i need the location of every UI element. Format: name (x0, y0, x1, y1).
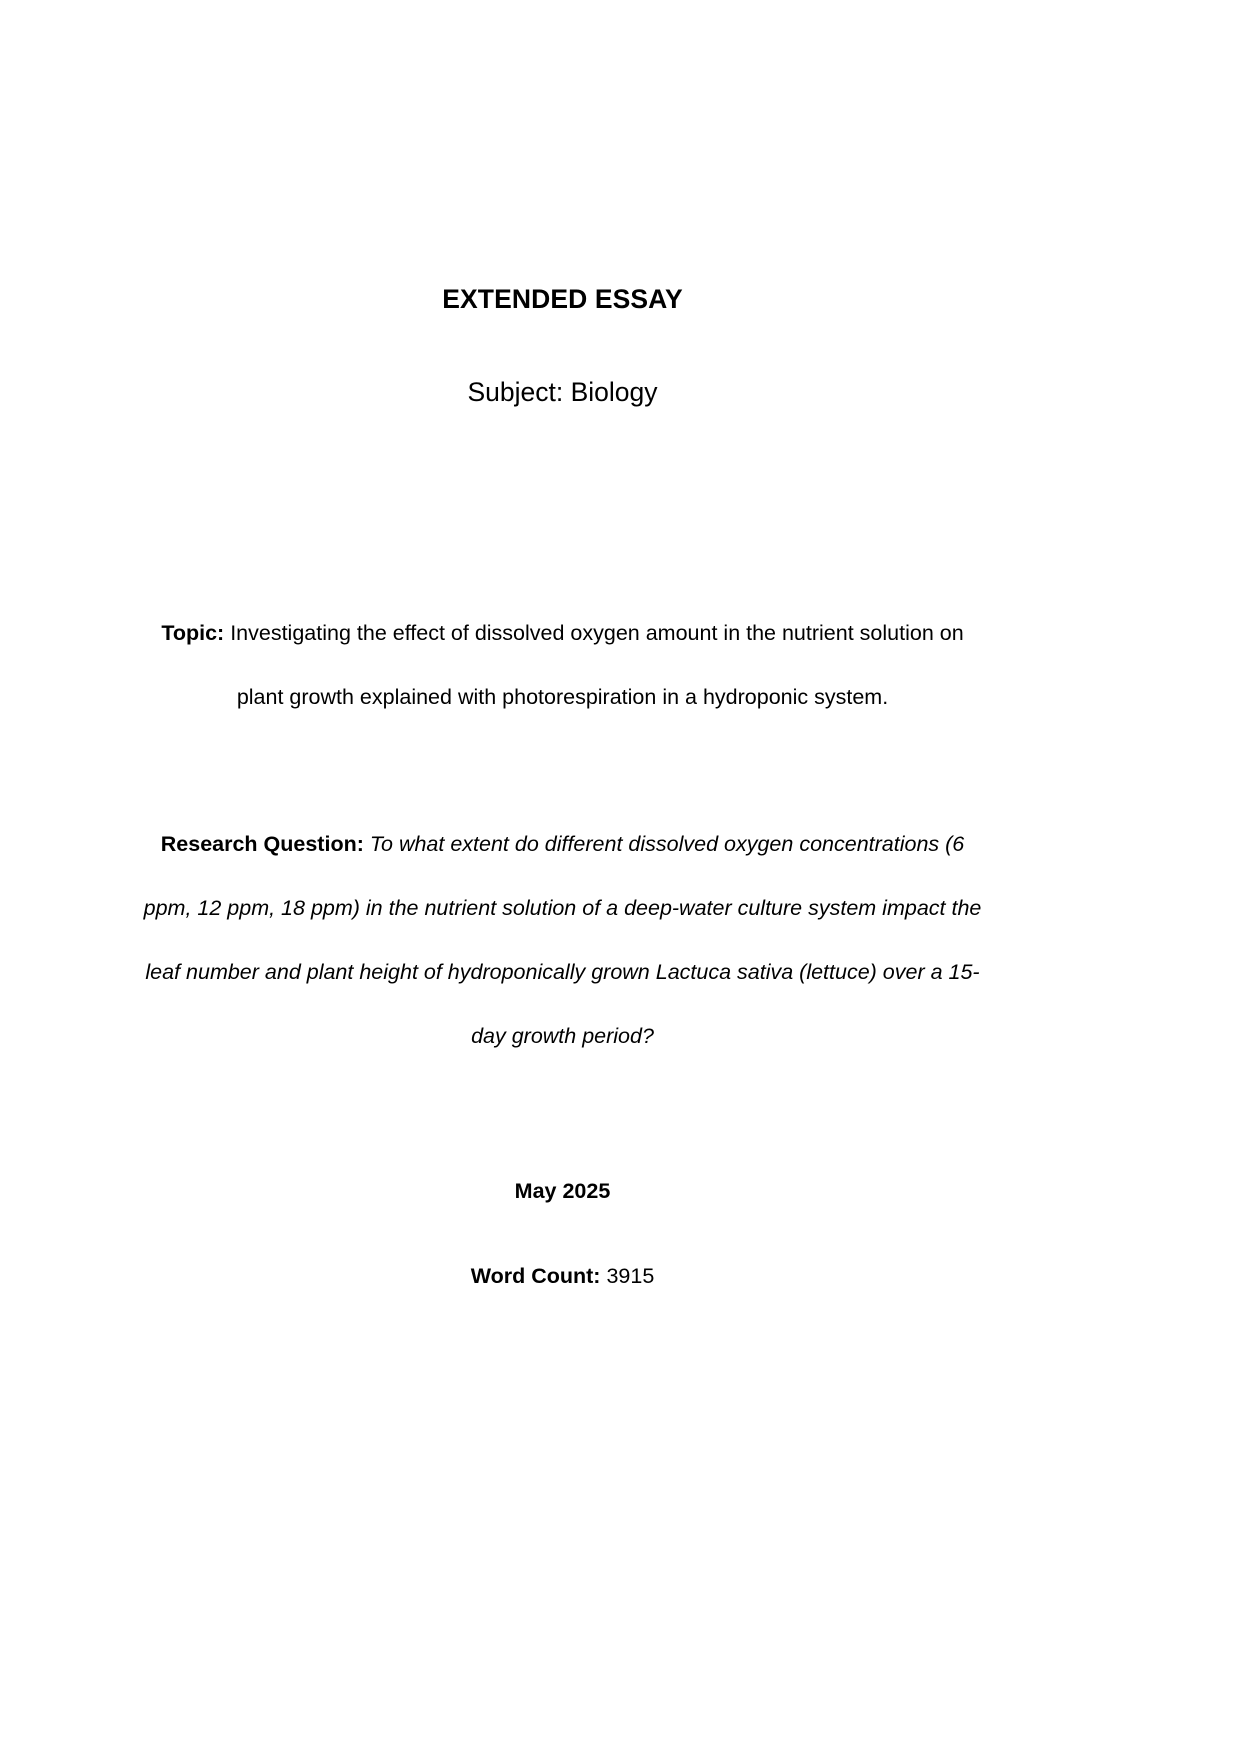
topic-text: Investigating the effect of dissolved oxygen amount in the nutrient solution on plant growth explained with photorespiration in a hydroponic system. (224, 621, 964, 710)
research-question-label: Research Question: (160, 832, 364, 857)
topic-block (140, 409, 985, 729)
title-page-content (140, 0, 985, 1291)
word-count-value: 3915 (600, 1264, 655, 1289)
document-title: EXTENDED ESSAY (442, 284, 683, 314)
topic-label: Topic: (161, 621, 225, 646)
date-line: May 2025 (514, 1179, 611, 1204)
word-count-line (140, 1206, 985, 1291)
research-question-block (140, 729, 985, 1068)
research-question-text: To what extent do different dissolved oxygen concentrations (6 ppm, 12 ppm, 18 ppm) in the nutrient solution of a deep-water culture system impact the leaf number and plant height of hydroponically grown Lactuca sativa (lettuce) over a 15-day growth period? (143, 832, 982, 1049)
subject-line: Subject: Biology (467, 377, 658, 408)
word-count-label: Word Count: (470, 1264, 601, 1289)
